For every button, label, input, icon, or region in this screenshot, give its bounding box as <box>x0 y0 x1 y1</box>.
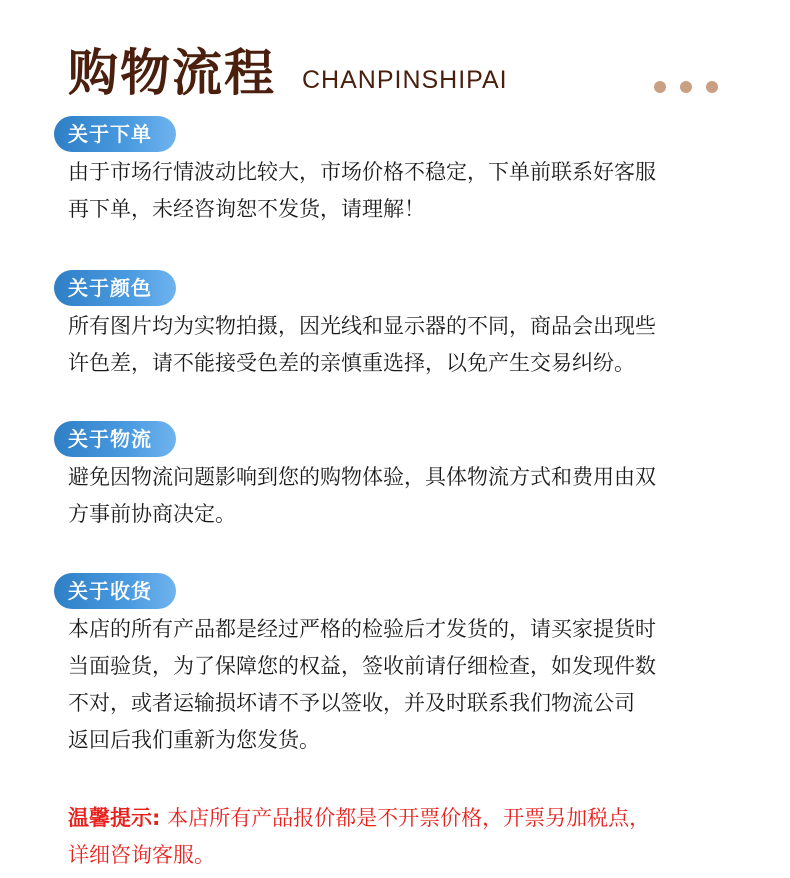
decorative-dots <box>654 81 718 93</box>
section-label-receiving: 关于收货 <box>54 573 176 609</box>
warm-reminder-text: 本店所有产品报价都是不开票价格，开票另加税点， 详细咨询客服。 <box>68 806 651 867</box>
section-label-color: 关于颜色 <box>54 270 176 306</box>
section-label-ordering: 关于下单 <box>54 116 176 152</box>
section-text-receiving: 本店的所有产品都是经过严格的检验后才发货的，请买家提货时 当面验货，为了保障您的权益，签收前请仔细检查，如发现件数 不对，或者运输损坏请不予以签收，并及时联系我们物流公司 返回后我们重新为您发货。 <box>68 617 656 752</box>
section-text-color: 所有图片均为实物拍摄，因光线和显示器的不同，商品会出现些 许色差，请不能接受色差的亲慎重选择，以免产生交易纠纷。 <box>68 314 656 375</box>
page-subtitle: CHANPINSHIPAI <box>302 66 508 94</box>
warm-reminder <box>68 800 758 874</box>
section-receiving <box>54 573 754 759</box>
section-logistics <box>54 421 754 533</box>
section-text-ordering: 由于市场行情波动比较大，市场价格不稳定，下单前联系好客服 再下单，未经咨询恕不发货，请理解！ <box>68 160 656 221</box>
dot-icon <box>654 81 666 93</box>
section-ordering <box>54 116 754 228</box>
page-title: 购物流程 <box>68 44 276 102</box>
page-header <box>68 38 758 108</box>
section-color <box>54 270 754 382</box>
section-text-logistics: 避免因物流问题影响到您的购物体验，具体物流方式和费用由双 方事前协商决定。 <box>68 465 656 526</box>
section-label-logistics: 关于物流 <box>54 421 176 457</box>
warm-reminder-label: 温馨提示: <box>68 806 161 830</box>
dot-icon <box>680 81 692 93</box>
dot-icon <box>706 81 718 93</box>
